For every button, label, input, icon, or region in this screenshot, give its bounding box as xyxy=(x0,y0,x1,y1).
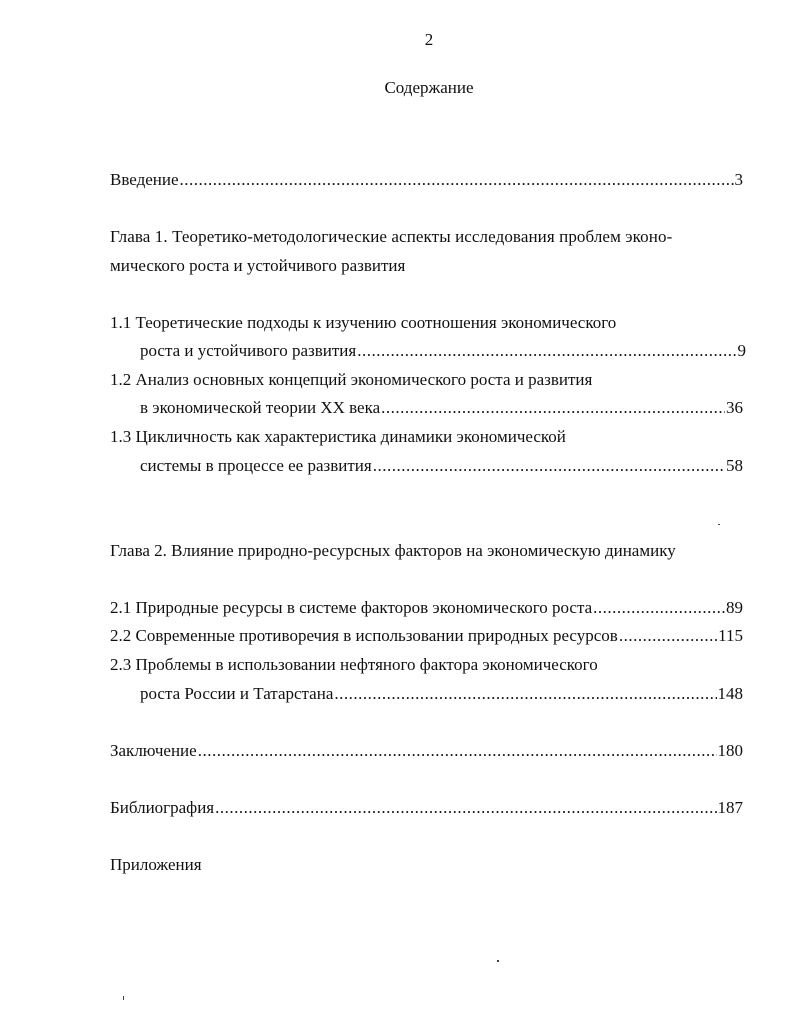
toc-section-1-3-line-2[interactable] xyxy=(140,456,743,476)
toc-section-2-3-line-2[interactable] xyxy=(140,684,743,704)
toc-entry-label: 2.2 Современные противоречия в использовании природных ресурсов xyxy=(110,626,618,645)
toc-page-number: 9 xyxy=(737,341,746,360)
leader-dots xyxy=(334,684,716,704)
toc-section-1-1-line-2[interactable] xyxy=(140,341,746,361)
toc-entry-appendices[interactable]: Приложения xyxy=(110,855,202,874)
toc-section-1-1-line-1[interactable]: 1.1 Теоретические подходы к изучению соотношения экономического xyxy=(110,313,617,332)
toc-chapter-2[interactable]: Глава 2. Влияние природно-ресурсных факторов на экономическую динамику xyxy=(110,541,676,560)
leader-dots xyxy=(373,456,725,476)
toc-page-number: 89 xyxy=(726,598,743,617)
page-title: Содержание xyxy=(384,78,474,97)
toc-entry-label: в экономической теории XX века xyxy=(140,398,381,417)
toc-page-number: 36 xyxy=(726,398,743,417)
toc-entry-label: Введение xyxy=(110,170,179,189)
toc-page-number: 115 xyxy=(718,626,743,645)
toc-entry-label: Заключение xyxy=(110,741,197,760)
leader-dots xyxy=(215,798,716,818)
toc-section-1-3-line-1[interactable]: 1.3 Цикличность как характеристика динамики экономической xyxy=(110,427,566,446)
toc-section-2-1[interactable] xyxy=(110,598,743,618)
scan-speck xyxy=(718,524,720,525)
toc-entry-label: роста России и Татарстана xyxy=(140,684,334,703)
leader-dots xyxy=(198,741,717,761)
toc-page-number: 58 xyxy=(726,456,743,475)
toc-chapter-1-line-2[interactable]: мического роста и устойчивого развития xyxy=(110,256,406,275)
toc-section-2-2[interactable] xyxy=(110,626,743,646)
leader-dots xyxy=(180,170,734,190)
page-number: 2 xyxy=(424,30,434,49)
leader-dots xyxy=(381,398,725,418)
toc-entry-bibliography[interactable] xyxy=(110,798,743,818)
toc-entry-intro[interactable] xyxy=(110,170,743,190)
scan-speck xyxy=(497,960,499,962)
toc-page-number: 187 xyxy=(717,798,743,817)
scan-speck xyxy=(123,996,124,1000)
toc-entry-label: Библиография xyxy=(110,798,215,817)
leader-dots xyxy=(619,626,717,646)
toc-entry-label: 2.1 Природные ресурсы в системе факторов экономического роста xyxy=(110,598,593,617)
toc-page-number: 180 xyxy=(717,741,743,760)
toc-entry-label: роста и устойчивого развития xyxy=(140,341,357,360)
toc-chapter-1-line-1[interactable]: Глава 1. Теоретико-методологические аспекты исследования проблем эконо- xyxy=(110,227,673,246)
toc-entry-label: системы в процессе ее развития xyxy=(140,456,372,475)
toc-page-number: 148 xyxy=(717,684,743,703)
leader-dots xyxy=(357,341,736,361)
toc-section-1-2-line-1[interactable]: 1.2 Анализ основных концепций экономического роста и развития xyxy=(110,370,593,389)
toc-section-1-2-line-2[interactable] xyxy=(140,398,743,418)
toc-section-2-3-line-1[interactable]: 2.3 Проблемы в использовании нефтяного фактора экономического xyxy=(110,655,598,674)
leader-dots xyxy=(593,598,725,618)
toc-page-number: 3 xyxy=(734,170,743,189)
toc-entry-conclusion[interactable] xyxy=(110,741,743,761)
